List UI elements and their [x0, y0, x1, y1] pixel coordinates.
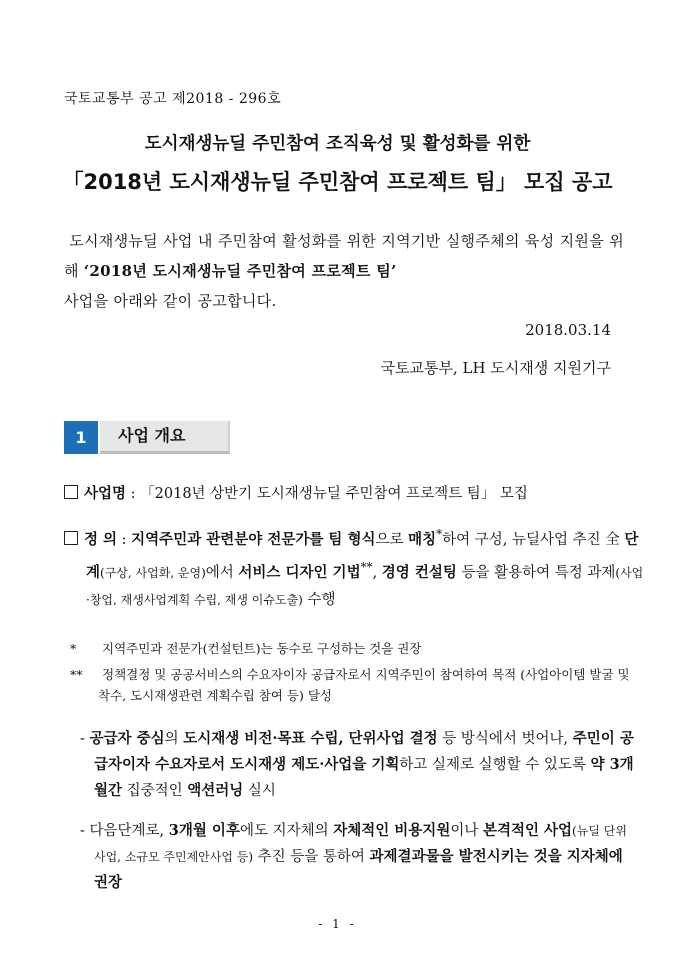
dash-mark: - [80, 823, 90, 839]
bullet-text: 집중적인 [122, 783, 188, 799]
bullet-text: 도시재생 비전·목표 수립, 단위사업 결정 [183, 730, 438, 747]
footnote-mark: ** [70, 667, 83, 682]
bullet-text: 등 방식에서 벗어나, [437, 731, 573, 747]
bullet-text: 하고 실제로 실행할 수 있도록 [399, 757, 591, 773]
footnote-mark: ** [360, 559, 373, 574]
definition-label: 정 의 [84, 530, 118, 548]
bullet-text: 주민이 공급자이자 수요자로서 도시재생 제도·사업을 기획 [94, 730, 634, 773]
bullet-item [80, 818, 638, 896]
dash-mark: - [80, 731, 90, 747]
footnote [70, 638, 638, 659]
definition-text: 하여 구성, 뉴딜사업 추진 全 [442, 531, 625, 548]
intro-paragraph [64, 226, 624, 316]
business-name-label: 사업명 [84, 485, 127, 502]
bullet-text: 약 3개월간 [94, 756, 634, 799]
definition-text: 지역주민과 관련분야 전문가를 팀 형식 [131, 530, 376, 548]
notice-date: 2018.03.14 [525, 321, 611, 339]
bullet-text: 에도 지자체의 [239, 823, 334, 839]
bullet-text: 자체적인 비용지원 [333, 822, 451, 839]
bullet-text: 공급자 중심 [89, 730, 165, 747]
bullet-text: 본격적인 사업 [482, 822, 573, 839]
bullet-text: (뉴딜 단위사업, 소규모 주민제안사업 등) [94, 824, 627, 864]
definition-text: 에서 [205, 564, 239, 581]
footnote-text: 지역주민과 전문가(컨설턴트)는 동수로 구성하는 것을 권장 [102, 641, 422, 656]
section-heading [64, 421, 230, 454]
issuing-agency: 국토교통부, LH 도시재생 지원기구 [380, 359, 611, 377]
bullet-text: 다음단계로, [89, 823, 169, 839]
definition-item [64, 521, 646, 614]
section-title: 사업 개요 [100, 421, 230, 454]
bullet-item [80, 726, 638, 804]
bullet-text: 실시 [243, 783, 276, 799]
intro-text-a: 도시재생뉴딜 사업 내 주민참여 활성화를 위한 지역기반 실행주체의 육성 지원을 위해 [64, 232, 624, 280]
checkbox-square-icon [64, 485, 78, 499]
document-subtitle: 도시재생뉴딜 주민참여 조직육성 및 활성화를 위한 [144, 134, 531, 154]
page-number: - 1 - [318, 917, 357, 931]
section-number: 1 [64, 421, 98, 454]
definition-text: 단계 [86, 530, 639, 581]
bullet-text: 이나 [450, 823, 483, 839]
document-title: 「2018년 도시재생뉴딜 주민참여 프로젝트 팀」 모집 공고 [62, 170, 613, 194]
intro-text-b: 사업을 아래와 같이 공고합니다. [64, 292, 277, 310]
definition-text: 으로 [375, 531, 409, 548]
business-name-value: 「2018년 상반기 도시재생뉴딜 주민참여 프로젝트 팀」 모집 [140, 486, 528, 502]
intro-text-bold: ‘2018년 도시재생뉴딜 주민참여 프로젝트 팀’ [83, 262, 397, 280]
footnote-mark: * [436, 527, 443, 541]
business-name-item [64, 481, 624, 507]
bullet-text: 추진 등을 통하여 [253, 849, 370, 865]
separator: : [117, 531, 132, 548]
definition-text: 매칭 [408, 530, 437, 548]
definition-text: 경영 컨설팅 [381, 563, 457, 581]
definition-text: (사업·창업, 재생사업계획 수립, 재생 이슈도출) [86, 565, 644, 607]
footnote-mark: * [70, 641, 77, 656]
definition-text: 수행 [302, 591, 336, 608]
notice-number: 국토교통부 공고 제2018 - 296호 [64, 91, 282, 107]
bullet-text: 3개월 이후 [168, 822, 240, 839]
definition-text: (구상, 사업화, 운영) [100, 565, 206, 580]
definition-text: 서비스 디자인 기법 [238, 563, 361, 581]
definition-text: 등을 활용하여 특정 과제 [456, 564, 616, 581]
footnote [70, 664, 638, 706]
checkbox-square-icon [64, 531, 78, 545]
footnote-text: 정책결정 및 공공서비스의 수요자이자 공급자로서 지역주민이 참여하여 목적 (사업아이템 발굴 및 착수, 도시재생관련 계획수립 참여 등) 달성 [98, 667, 630, 703]
definition-text: , [372, 564, 382, 581]
bullet-text: 액션러닝 [187, 782, 244, 799]
bullet-text: 과제결과물을 발전시키는 것을 지자체에 권장 [94, 848, 623, 891]
bullet-text: 의 [164, 731, 184, 747]
separator: : [126, 486, 141, 502]
